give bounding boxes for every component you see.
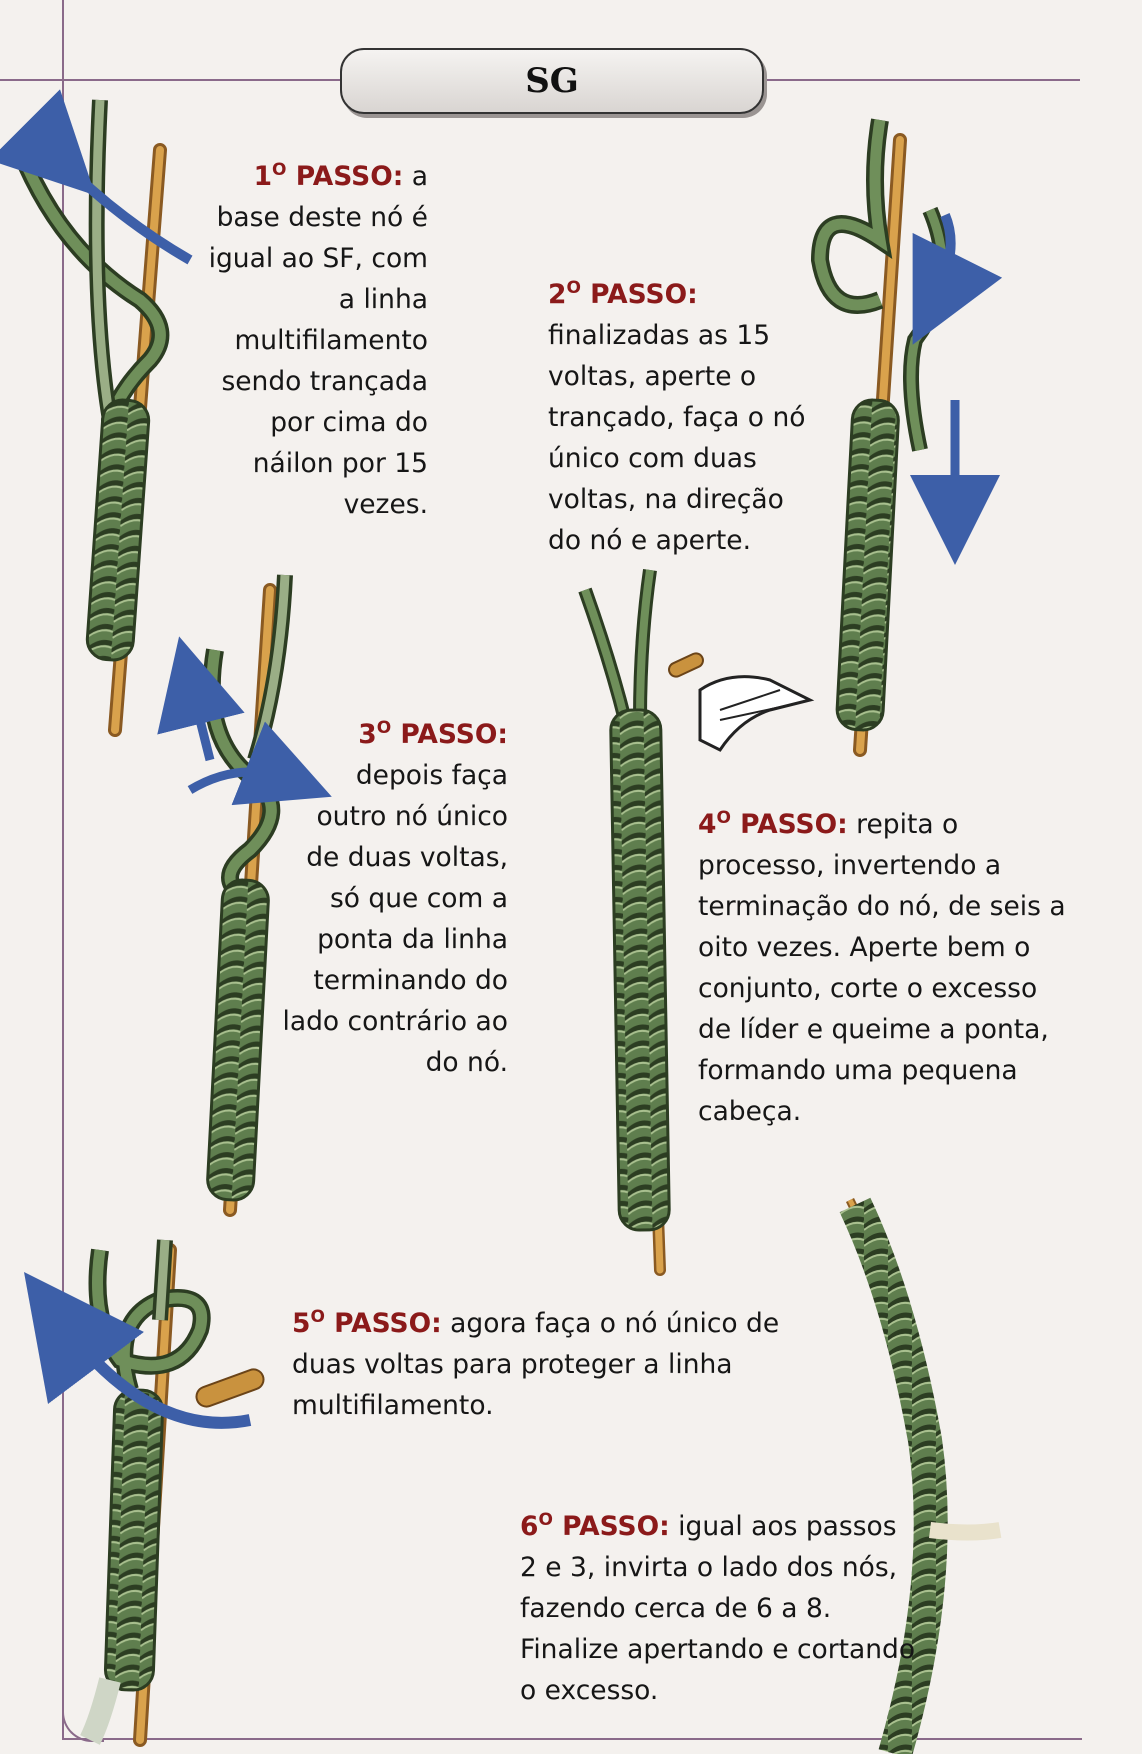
step-3-label: $3^O$ PASSO: bbox=[358, 718, 508, 750]
step-1-label: $1^O$ PASSO: bbox=[253, 160, 404, 192]
step-1-text: $1^O$ PASSO: a base deste nó é igual ao SF, com a linha multifilamento sendo trançada por cima do náilon por 15 vezes. bbox=[208, 160, 428, 520]
step-2-label: $2^O$ PASSO: bbox=[548, 278, 698, 310]
step-5-label: $5^O$ PASSO: bbox=[292, 1307, 442, 1339]
page-title: SG bbox=[340, 48, 764, 114]
scissors-hand-icon bbox=[700, 677, 810, 750]
step-2-text: $2^O$ PASSO: finalizadas as 15 voltas, aperte o trançado, faça o nó único com duas voltas, na direção do nó e aperte. bbox=[548, 278, 806, 556]
step-3-text: $3^O$ PASSO: depois faça outro nó único de duas voltas, só que com a ponta da linha terminando do lado contrário ao do nó. bbox=[282, 718, 508, 1078]
step-2-illustration bbox=[820, 120, 955, 750]
step-6-text: $6^O$ PASSO: igual aos passos 2 e 3, invirta o lado dos nós, fazendo cerca de 6 a 8. Finalize apertando e cortando o excesso. bbox=[520, 1510, 916, 1706]
step-6-label: $6^O$ PASSO: bbox=[520, 1510, 670, 1542]
step-5-illustration bbox=[60, 1240, 266, 1740]
step-3-illustration bbox=[190, 575, 290, 1210]
step-5-text: $5^O$ PASSO: agora faça o nó único de duas voltas para proteger a linha multifilamento. bbox=[292, 1307, 780, 1421]
step-4-label: $4^O$ PASSO: bbox=[698, 808, 848, 840]
step-4-text: $4^O$ PASSO: repita o processo, invertendo a terminação do nó, de seis a oito vezes. Aperte bem o conjunto, corte o excesso de líder e queime a ponta, formando uma pequena cabeça. bbox=[698, 808, 1066, 1127]
step-1-illustration bbox=[20, 100, 190, 730]
